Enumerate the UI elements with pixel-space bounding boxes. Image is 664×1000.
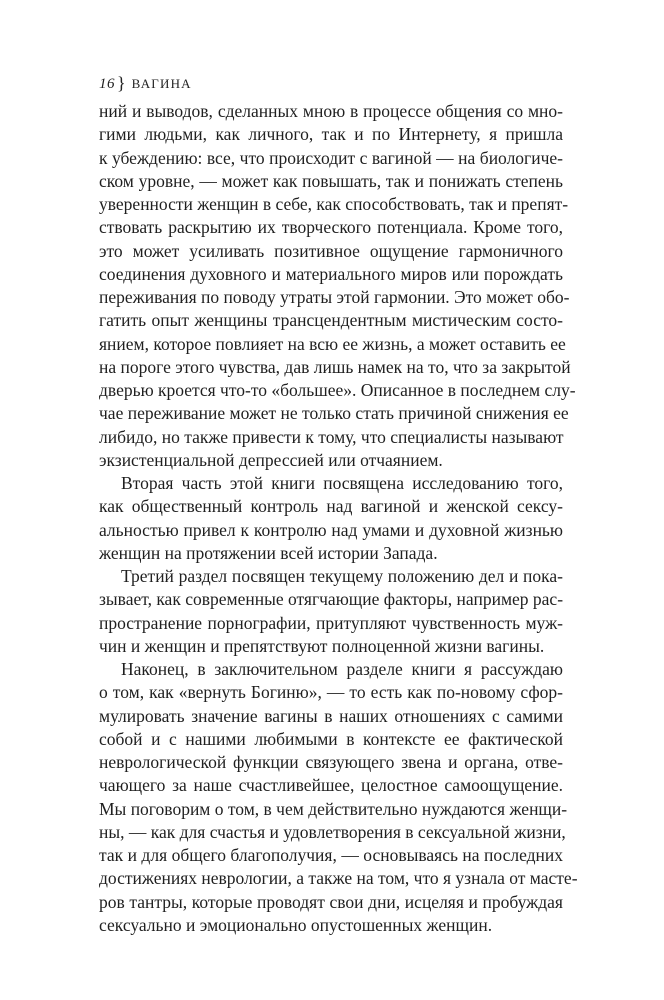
paragraph-3 — [99, 565, 563, 658]
text-line: ском уровне, — может как повышать, так и понижать степень — [99, 170, 563, 191]
text-line: ров тантры, которые проводят свои дни, исцеляя и пробуждая — [99, 891, 563, 912]
text-line: ний и выводов, сделанных мною в процессе общения со мно- — [99, 101, 563, 121]
text-line: пространение порнографии, притупляют чувственность муж- — [99, 612, 563, 633]
running-header — [99, 74, 192, 94]
text-line: женщин на протяжении всей истории Запада. — [99, 542, 438, 563]
page-number: 16 — [99, 75, 115, 92]
text-line: Мы поговорим о том, в чем действительно нуждаются женщи- — [99, 798, 568, 819]
text-line: чающего за наше счастливейшее, целостное самоощущение. — [99, 775, 563, 796]
running-title: ВАГИНА — [131, 76, 192, 91]
text-line: это может усиливать позитивное ощущение гармоничного — [99, 240, 563, 261]
page-number-brace: } — [117, 73, 126, 93]
body-text — [99, 100, 578, 937]
text-line: гатить опыт женщины трансцендентным мистическим состо- — [99, 310, 563, 331]
text-line: Наконец, в заключительном разделе книги я рассуждаю — [121, 659, 563, 679]
text-line: переживания по поводу утраты этой гармонии. Это может обо- — [99, 287, 570, 307]
text-line: зывает, как современные отягчающие факторы, например рас- — [99, 589, 564, 610]
paragraph-1 — [99, 100, 576, 472]
text-line: неврологической функции связующего звена и органа, отве- — [99, 752, 563, 772]
text-line: соединения духовного и материального миров или порождать — [99, 263, 563, 284]
text-line: как общественный контроль над вагиной и женской сексу- — [99, 496, 563, 517]
text-line: дверью кроется что-то «большее». Описанное в последнем слу- — [99, 380, 576, 400]
text-line: Вторая часть этой книги посвящена исследованию того, — [121, 473, 563, 493]
text-line: альностью привел к контролю над умами и духовной жизнью — [99, 519, 563, 540]
text-line: ны, — как для счастья и удовлетворения в сексуальной жизни, — [99, 821, 566, 842]
text-line: к убеждению: все, что происходит с вагиной — на биологиче- — [99, 147, 563, 168]
text-line: уверенности женщин в себе, как способствовать, так и препят- — [99, 194, 569, 214]
text-line: о том, как «вернуть Богиню», — то есть как по-новому сфор- — [99, 682, 563, 703]
text-line: Третий раздел посвящен текущему положению дел и пока- — [121, 566, 563, 586]
paragraph-4 — [99, 658, 578, 937]
paragraph-2 — [99, 472, 563, 565]
text-line: экзистенциальной депрессией или отчаянием. — [99, 449, 443, 470]
text-line: собой и с нашими любимыми в контексте ее фактической — [99, 728, 563, 749]
text-line: ствовать раскрытию их творческого потенциала. Кроме того, — [99, 217, 563, 238]
text-line: на пороге этого чувства, дав лишь намек на то, что за закрытой — [99, 356, 571, 377]
text-line: достижениях неврологии, а также на том, что я узнала от масте- — [99, 868, 578, 889]
text-line: мулировать значение вагины в наших отношениях с самими — [99, 705, 563, 726]
text-line: либидо, но также привести к тому, что специалисты называют — [99, 426, 564, 447]
text-line: сексуально и эмоционально опустошенных женщин. — [99, 914, 493, 935]
text-line: так и для общего благополучия, — основываясь на последних — [99, 845, 563, 865]
text-line: янием, которое повлияет на всю ее жизнь, а может оставить ее — [99, 333, 566, 354]
text-line: чае переживание может не только стать причиной снижения ее — [99, 403, 569, 424]
text-line: чин и женщин и препятствуют полноценной жизни вагины. — [99, 635, 545, 656]
text-line: гими людьми, как личного, так и по Интернету, я пришла — [99, 124, 563, 145]
